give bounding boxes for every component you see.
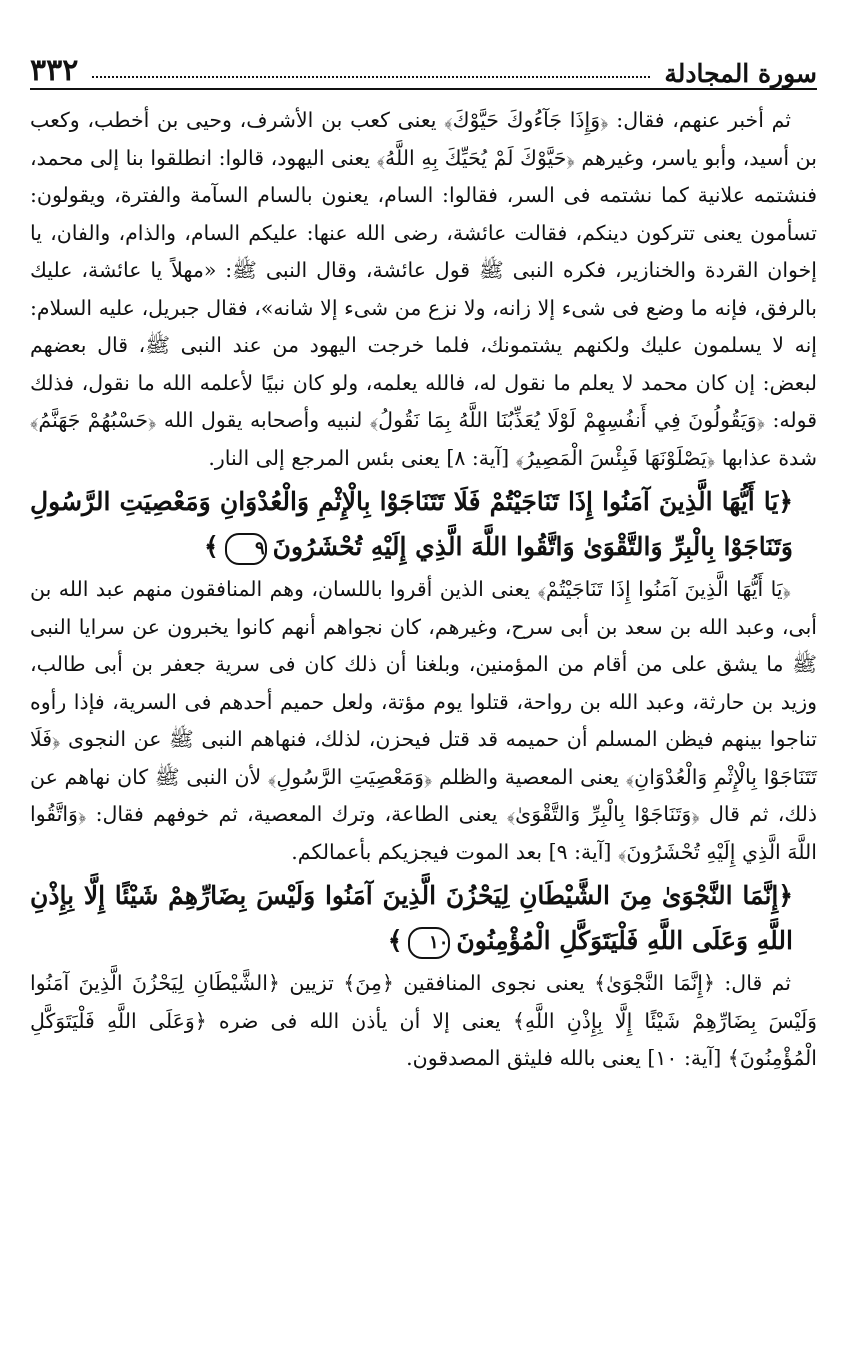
commentary-paragraph-3 [30, 965, 817, 1078]
verse-10-text: ﴿إِنَّمَا النَّجْوَىٰ مِنَ الشَّيْطَانِ لِيَحْزُنَ الَّذِينَ آمَنُوا وَلَيْسَ بِضَارِّهِمْ شَيْئًا إِلَّا بِإِذْنِ اللَّهِ وَعَلَى اللَّهِ فَلْيَتَوَكَّلِ الْمُؤْمِنُونَ [30, 881, 793, 955]
commentary-paragraph-1 [30, 102, 817, 477]
paragraph-2-text: ﴿يَا أَيُّهَا الَّذِينَ آمَنُوا إِذَا تَنَاجَيْتُمْ﴾ يعنى الذين أقروا باللسان، وهم المنافقون منهم عبد الله بن أبى، وعبد الله بن سعد بن أبى سرح، وغيرهم، كان نجواهم أنهم كانوا يخبرون عن سرايا النبى ﷺ ما يشق على من أقام من المؤمنين، وبلغنا أن ذلك كان فى سرية جعفر بن أبى طالب، وزيد بن حارثة، وعبد الله بن رواحة، قتلوا يوم مؤتة، ولعل حميم أحدهم فى السرية، فإذا رأوه تناجوا بينهم فيظن المسلم أن حميمه قد قتل فيحزن، لذلك، فنهاهم النبى ﷺ عن النجوى ﴿فَلَا تَتَنَاجَوْا بِالْإِثْمِ وَالْعُدْوَانِ﴾ يعنى المعصية والظلم ﴿وَمَعْصِيَتِ الرَّسُولِ﴾ لأن النبى ﷺ كان نهاهم عن ذلك، ثم قال ﴿وَتَنَاجَوْا بِالْبِرِّ وَالتَّقْوَىٰ﴾ يعنى الطاعة، وترك المعصية، ثم خوفهم فقال: ﴿وَاتَّقُوا اللَّهَ الَّذِي إِلَيْهِ تُحْشَرُونَ﴾ [آية: ٩] بعد الموت فيجزيكم بأعمالكم. [30, 577, 817, 864]
verse-9-close-bracket: ﴾ [203, 532, 219, 561]
verse-9-number: ٩ [225, 533, 267, 565]
page-number: ٣٣٢ [30, 53, 79, 88]
paragraph-3-text: ثم قال: ﴿إِنَّمَا النَّجْوَىٰ﴾ يعنى نجوى المنافقين ﴿مِنَ﴾ تزيين ﴿الشَّيْطَانِ لِيَحْزُنَ الَّذِينَ آمَنُوا وَلَيْسَ بِضَارِّهِمْ شَيْئًا إِلَّا بِإِذْنِ اللَّهِ﴾ يعنى إلا أن يأذن الله فى ضره ﴿وَعَلَى اللَّهِ فَلْيَتَوَكَّلِ الْمُؤْمِنُونَ﴾ [آية: ١٠] يعنى بالله فليثق المصدقون. [30, 971, 817, 1070]
quran-verse-10 [30, 873, 817, 963]
surah-title: سورة المجادلة [664, 59, 817, 88]
paragraph-1-text: ثم أخبر عنهم، فقال: ﴿وَإِذَا جَآءُوكَ حَيَّوْكَ﴾ يعنى كعب بن الأشرف، وحيى بن أخطب، وكعب بن أسيد، وأبو ياسر، وغيرهم ﴿حَيَّوْكَ لَمْ يُحَيِّكَ بِهِ اللَّهُ﴾ يعنى اليهود، قالوا: انطلقوا بنا إلى محمد، فنشتمه علانية كما نشتمه فى السر، فقالوا: السام، يعنون بالسام السآمة والفترة، ويقولون: تسأمون يعنى تتركون دينكم، فقالت عائشة، رضى الله عنها: عليكم السام، والذام، والفان، يا إخوان القردة والخنازير، فكره النبى ﷺ قول عائشة، وقال النبى ﷺ: «مهلاً يا عائشة، عليك بالرفق، فإنه ما وضع فى شىء إلا زانه، ولا نزع من شىء إلا شانه»، فقال جبريل، عليه السلام: إنه لا يسلمون عليك ولكنهم يشتمونك، فلما خرجت اليهود من عند النبى ﷺ، قال بعضهم لبعض: إن كان محمد لا يعلم ما نقول له، فالله يعلمه، ولو كان نبيًا لأعلمه الله ما نقول، فذلك قوله: ﴿وَيَقُولُونَ فِي أَنفُسِهِمْ لَوْلَا يُعَذِّبُنَا اللَّهُ بِمَا نَقُولُ﴾ لنبيه وأصحابه يقول الله ﴿حَسْبُهُمْ جَهَنَّمُ﴾ شدة عذابها ﴿يَصْلَوْنَهَا فَبِئْسَ الْمَصِيرُ﴾ [آية: ٨] يعنى بئس المرجع إلى النار. [30, 108, 817, 470]
quran-verse-9 [30, 479, 817, 569]
page-header [30, 48, 817, 90]
commentary-paragraph-2 [30, 571, 817, 871]
page-content [30, 102, 817, 1078]
header-dotted-leader [92, 76, 650, 78]
verse-9-text: ﴿يَا أَيُّهَا الَّذِينَ آمَنُوا إِذَا تَنَاجَيْتُمْ فَلَا تَتَنَاجَوْا بِالْإِثْمِ وَالْعُدْوَانِ وَمَعْصِيَتِ الرَّسُولِ وَتَنَاجَوْا بِالْبِرِّ وَالتَّقْوَىٰ وَاتَّقُوا اللَّهَ الَّذِي إِلَيْهِ تُحْشَرُونَ [30, 487, 793, 561]
verse-10-close-bracket: ﴾ [387, 926, 403, 955]
verse-10-number: ١٠ [408, 927, 450, 959]
